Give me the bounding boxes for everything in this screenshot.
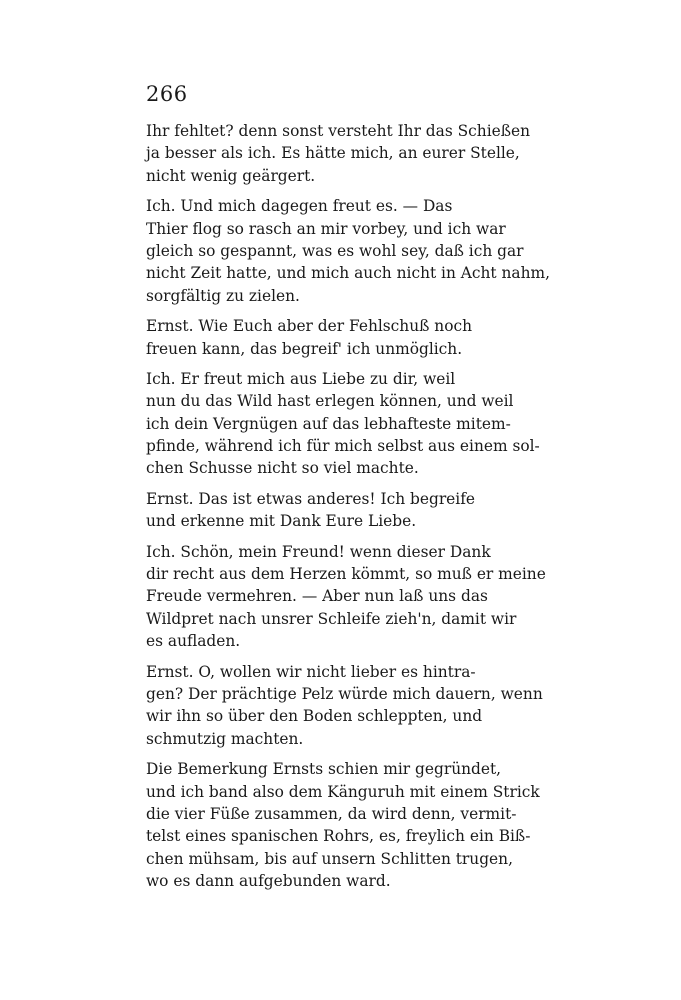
text-line: freuen kann, das begreif' ich unmöglich. bbox=[146, 339, 463, 358]
page-number: 266 bbox=[146, 82, 188, 106]
text-line: gleich so gespannt, was es wohl sey, daß ich gar bbox=[146, 241, 524, 260]
paragraph bbox=[146, 315, 536, 360]
text-line: Thier flog so rasch an mir vorbey, und ich war bbox=[146, 219, 506, 238]
paragraph bbox=[146, 661, 543, 751]
text-line: nicht wenig geärgert. bbox=[146, 166, 316, 185]
text-line: sorgfältig zu zielen. bbox=[146, 286, 300, 305]
page-text bbox=[146, 120, 550, 893]
text-line: wir ihn so über den Boden schleppten, und bbox=[146, 707, 483, 726]
text-line: Ernst. O, wollen wir nicht lieber es hintra- bbox=[146, 662, 476, 681]
paragraph bbox=[146, 120, 536, 187]
text-line: Ich. Und mich dagegen freut es. — Das bbox=[146, 197, 453, 216]
text-line: ja besser als ich. Es hätte mich, an eurer Stelle, bbox=[146, 144, 520, 163]
paragraph bbox=[146, 368, 540, 480]
text-line: Die Bemerkung Ernsts schien mir gegründet, bbox=[146, 760, 502, 779]
text-line: nun du das Wild hast erlegen können, und weil bbox=[146, 392, 514, 411]
text-line: nicht Zeit hatte, und mich auch nicht in Acht nahm, bbox=[146, 264, 550, 283]
text-line: und ich band also dem Känguruh mit einem Strick bbox=[146, 782, 540, 801]
paragraph bbox=[146, 195, 550, 307]
text-line: telst eines spanischen Rohrs, es, freylich ein Biß- bbox=[146, 827, 531, 846]
text-line: gen? Der prächtige Pelz würde mich dauern, wenn bbox=[146, 684, 543, 703]
text-line: wo es dann aufgebunden ward. bbox=[146, 872, 391, 891]
text-line: Ernst. Das ist etwas anderes! Ich begreife bbox=[146, 489, 476, 508]
text-line: und erkenne mit Dank Eure Liebe. bbox=[146, 512, 417, 531]
text-line: Freude vermehren. — Aber nun laß uns das bbox=[146, 587, 488, 606]
paragraph bbox=[146, 758, 540, 892]
text-line: die vier Füße zusammen, da wird denn, vermit- bbox=[146, 804, 517, 823]
text-line: chen mühsam, bis auf unsern Schlitten trugen, bbox=[146, 849, 513, 868]
text-line: dir recht aus dem Herzen kömmt, so muß er meine bbox=[146, 565, 546, 584]
text-line: chen Schusse nicht so viel machte. bbox=[146, 459, 419, 478]
text-line: schmutzig machten. bbox=[146, 729, 304, 748]
text-line: es aufladen. bbox=[146, 632, 241, 651]
paragraph bbox=[146, 488, 536, 533]
paragraph bbox=[146, 541, 546, 653]
text-line: Ich. Er freut mich aus Liebe zu dir, weil bbox=[146, 369, 456, 388]
text-line: pfinde, während ich für mich selbst aus einem sol- bbox=[146, 437, 540, 456]
text-line: Ich. Schön, mein Freund! wenn dieser Dank bbox=[146, 542, 491, 561]
text-line: ich dein Vergnügen auf das lebhafteste mitem- bbox=[146, 414, 511, 433]
text-line: Ernst. Wie Euch aber der Fehlschuß noch bbox=[146, 317, 473, 336]
text-line: Wildpret nach unsrer Schleife zieh'n, damit wir bbox=[146, 609, 517, 628]
text-line: Ihr fehltet? denn sonst versteht Ihr das Schießen bbox=[146, 122, 531, 140]
